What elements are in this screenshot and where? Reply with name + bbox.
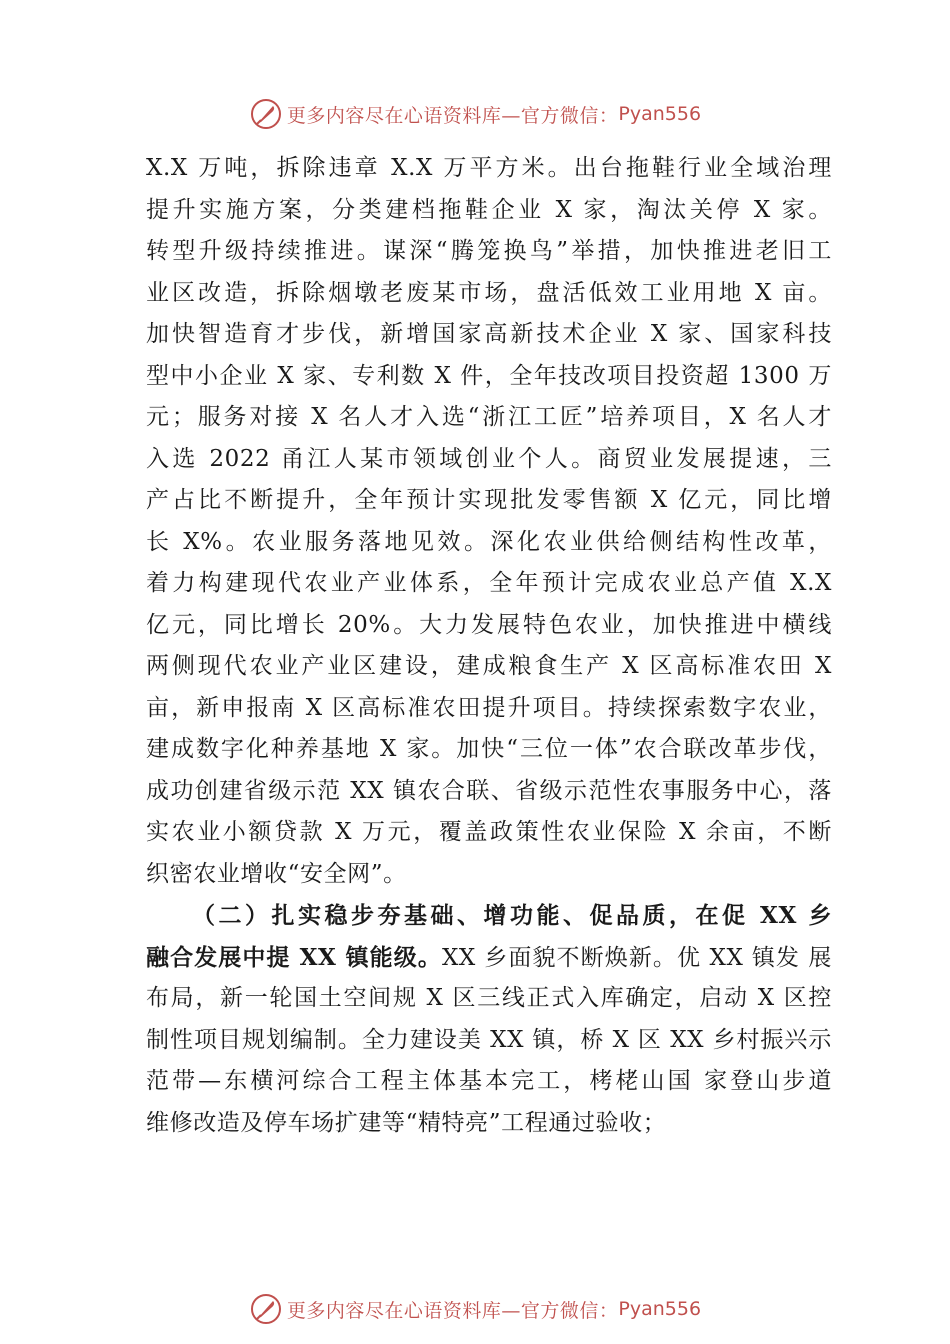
- footer-brand-text: 更多内容尽在心语资料库—官方微信：: [286, 1299, 619, 1322]
- body-line: 亩，新申报南 X 区高标准农田提升项目。持续探索数字农业，: [146, 694, 832, 721]
- body-line: 实农业小额贷款 X 万元，覆盖政策性农业保险 X 余亩，不断: [146, 819, 832, 845]
- body-line: 两侧现代农业产业区建设，建成粮食生产 X 区高标准农田 X: [146, 653, 832, 679]
- body-line: 入选 2022 甬江人某市领域创业个人。商贸业发展提速，三: [146, 445, 832, 472]
- body-line: 布局，新一轮国土空间规 X 区三线正式入库确定，启动 X 区控: [146, 985, 832, 1011]
- header-wechat-id: Pyan556: [618, 103, 702, 125]
- quill-pen-logo-icon: [249, 1292, 283, 1326]
- body-line: 范带—东横河综合工程主体基本完工，栲栳山国 家登山步道: [146, 1068, 832, 1094]
- body-line: 亿元，同比增长 20%。大力发展特色农业，加快推进中横线: [146, 611, 832, 638]
- body-line: 型中小企业 X 家、专利数 X 件，全年技改项目投资超 1300 万: [146, 362, 832, 389]
- body-text: XX 乡面貌不断焕新。优 XX 镇发 展: [441, 944, 832, 971]
- body-line: 长 X%。农业服务落地见效。深化农业供给侧结构性改革，: [146, 528, 832, 555]
- body-line: 元；服务对接 X 名人才入选“浙江工匠”培养项目，X 名人才: [146, 404, 832, 430]
- section-heading-bold: 融合发展中提 XX 镇能级。: [146, 943, 442, 971]
- footer-banner: [0, 1287, 950, 1331]
- header-banner: [0, 92, 950, 136]
- body-line: 建成数字化种养基地 X 家。加快“三位一体”农合联改革步伐，: [146, 736, 832, 762]
- body-line: 业区改造，拆除烟墩老废某市场，盘活低效工业用地 X 亩。: [146, 279, 832, 306]
- body-line: 成功创建省级示范 XX 镇农合联、省级示范性农事服务中心，落: [146, 777, 832, 804]
- body-line: 制性项目规划编制。全力建设美 XX 镇，桥 X 区 XX 乡村振兴示: [146, 1026, 832, 1053]
- body-line: X.X 万吨，拆除违章 X.X 万平方米。出台拖鞋行业全域治理: [146, 155, 832, 181]
- quill-pen-logo-icon: [249, 97, 283, 131]
- body-line: 织密农业增收“安全网”。: [146, 860, 407, 887]
- header-brand-text: 更多内容尽在心语资料库—官方微信：: [286, 104, 619, 127]
- body-line: 产占比不断提升，全年预计实现批发零售额 X 亿元，同比增: [146, 487, 832, 513]
- body-line: 着力构建现代农业产业体系，全年预计完成农业总产值 X.X: [146, 570, 832, 596]
- body-line: 转型升级持续推进。谋深“腾笼换鸟”举措，加快推进老旧工: [146, 238, 832, 264]
- body-line: 加快智造育才步伐，新增国家高新技术企业 X 家、国家科技: [146, 321, 832, 347]
- footer-wechat-id: Pyan556: [618, 1298, 702, 1320]
- body-line: 维修改造及停车场扩建等“精特亮”工程通过验收；: [146, 1109, 667, 1136]
- body-line: 提升实施方案，分类建档拖鞋企业 X 家，淘汰关停 X 家。: [146, 196, 832, 223]
- section-heading: （二）扎实稳步夯基础、增功能、促品质，在促 XX 乡: [192, 902, 832, 929]
- section-heading-continuation: [146, 937, 832, 979]
- document-body: [146, 148, 832, 1144]
